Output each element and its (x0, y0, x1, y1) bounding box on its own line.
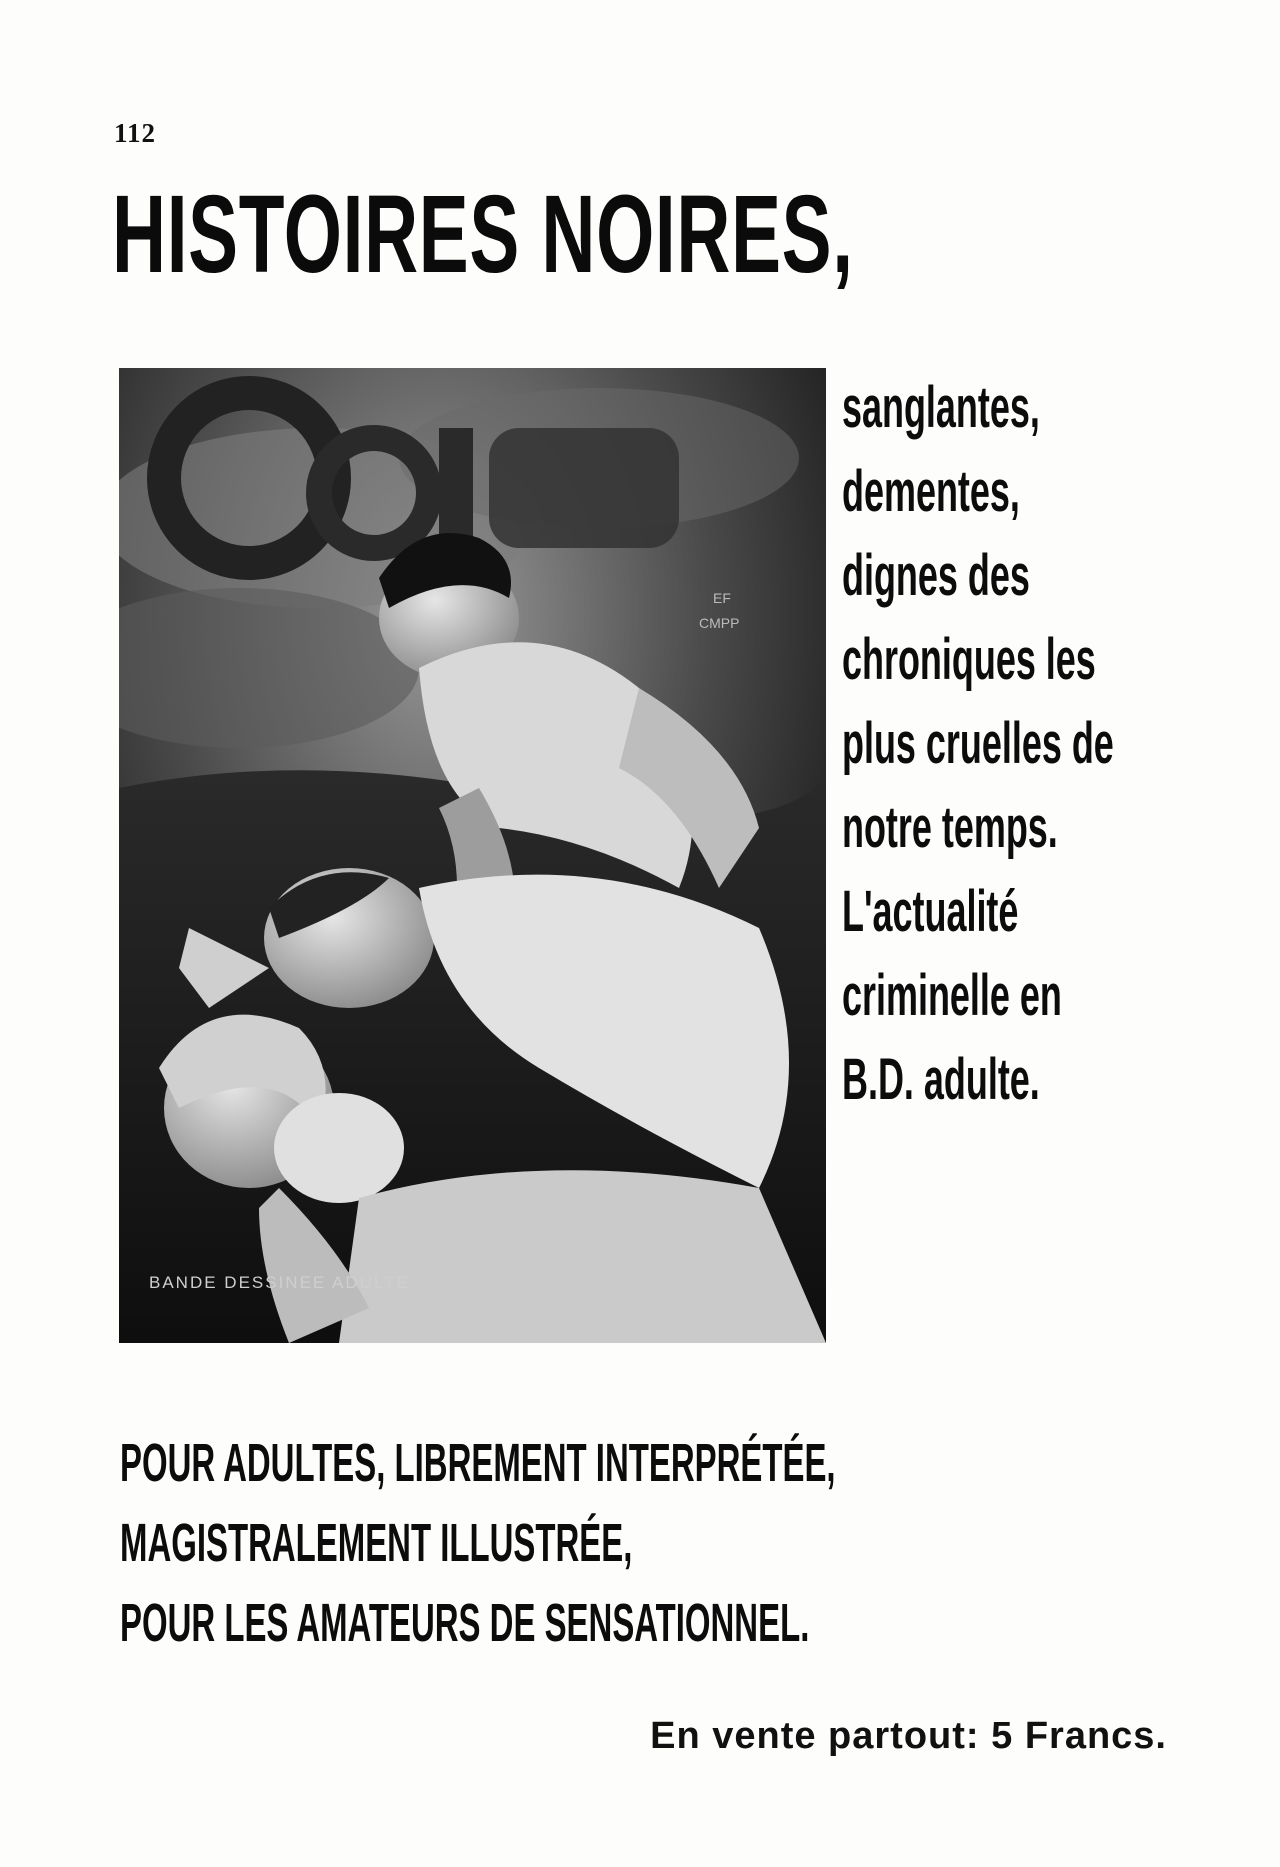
side-text-line: dignes des (842, 543, 1030, 608)
side-text-line: plus cruelles de (842, 711, 1114, 776)
cover-publisher-sub: CMPP (699, 615, 740, 631)
cover-publisher-mark: EF (713, 590, 731, 606)
comic-cover-image (119, 368, 826, 1343)
price-line: En vente partout: 5 Francs. (650, 1715, 1167, 1757)
cover-illustration (119, 368, 826, 1343)
side-text-line: criminelle en (842, 963, 1062, 1028)
headline: HISTOIRES NOIRES, (112, 173, 854, 296)
tagline-line: MAGISTRALEMENT ILLUSTRÉE, (120, 1513, 633, 1573)
side-text-block (842, 366, 1262, 1122)
tagline-block (120, 1423, 1220, 1663)
side-text-line: L'actualité (842, 879, 1019, 944)
page-number: 112 (114, 118, 157, 148)
side-text-line: B.D. adulte. (842, 1047, 1040, 1112)
tagline-line: POUR ADULTES, LIBREMENT INTERPRÉTÉE, (120, 1433, 836, 1493)
side-text-line: sanglantes, (842, 375, 1040, 440)
side-text-line: notre temps. (842, 795, 1058, 860)
side-text-line: chroniques les (842, 627, 1096, 692)
cover-label: BANDE DESSINEE ADULTE (149, 1273, 410, 1292)
tagline-line: POUR LES AMATEURS DE SENSATIONNEL. (120, 1593, 810, 1653)
side-text-line: dementes, (842, 459, 1020, 524)
